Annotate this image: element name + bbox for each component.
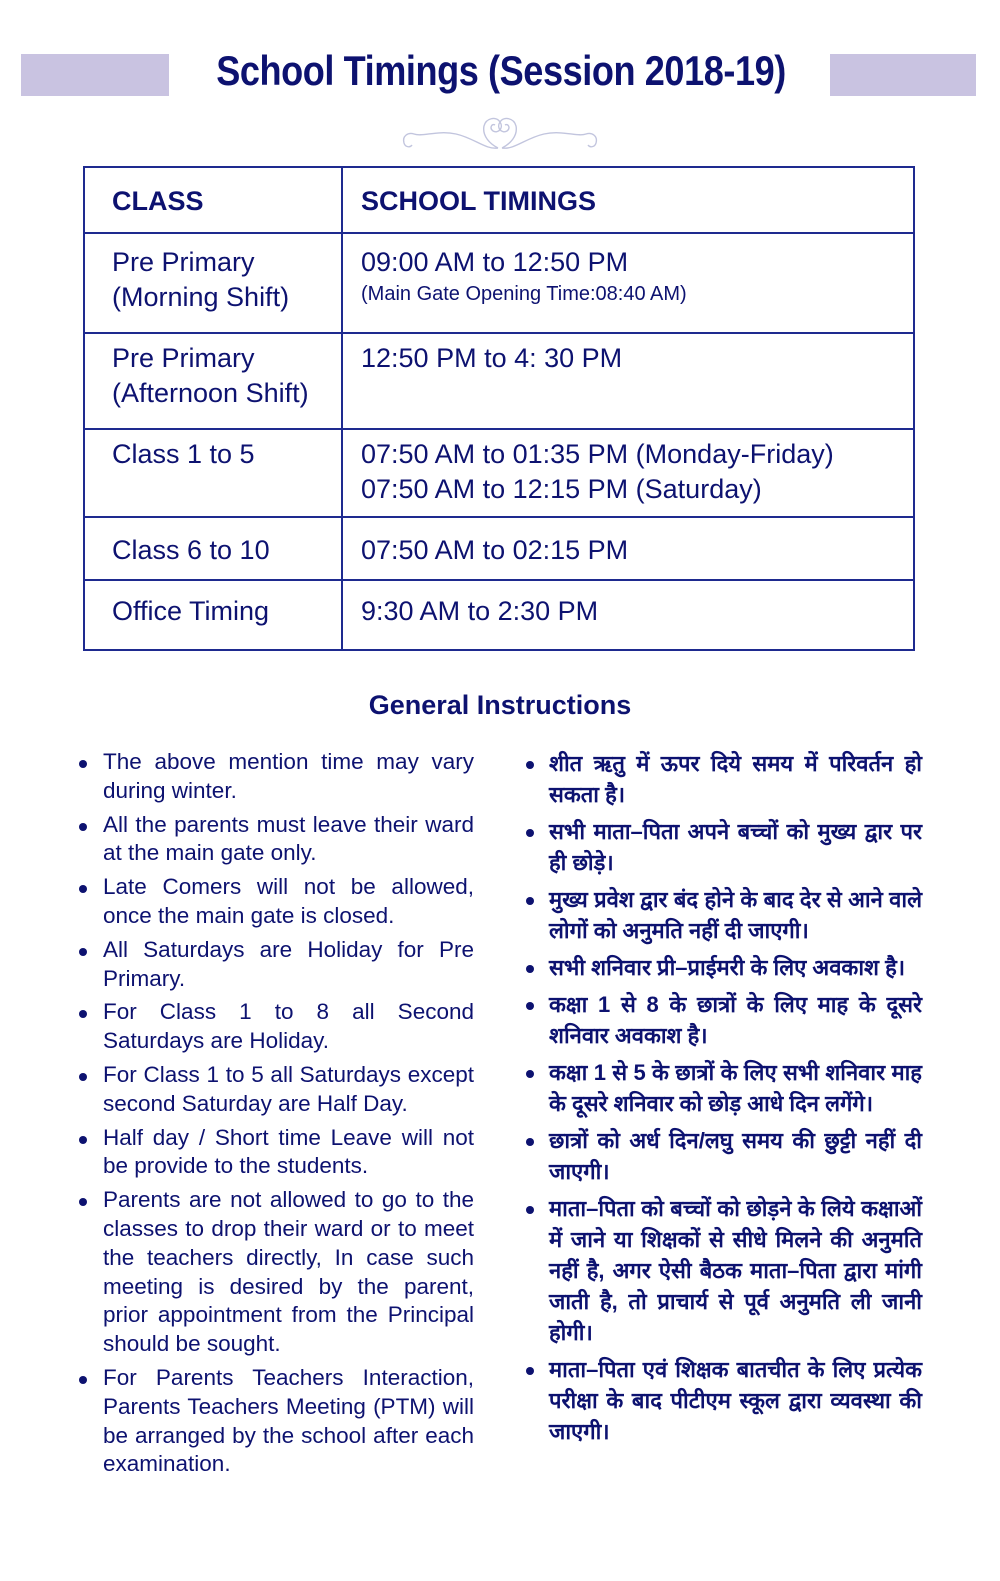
list-item: [524, 1193, 922, 1348]
list-item: [78, 936, 474, 994]
class-cell: [84, 517, 342, 580]
instructions-english-list: [78, 748, 474, 1484]
bullet-icon: [526, 1070, 534, 1078]
bullet-icon: [526, 1206, 534, 1214]
class-cell: [84, 333, 342, 429]
list-item: [78, 1124, 474, 1182]
instruction-text: All Saturdays are Holiday for Pre Primary.: [103, 936, 474, 991]
list-item: [524, 952, 922, 983]
bullet-icon: [79, 1198, 87, 1206]
class-cell: [84, 429, 342, 517]
table-header-row: [84, 167, 914, 233]
page-title: School Timings (Session 2018-19): [216, 47, 786, 94]
column-header-timings: SCHOOL TIMINGS: [342, 167, 914, 233]
list-item: [78, 1061, 474, 1119]
timing-cell: [342, 333, 914, 429]
timing-line: 9:30 AM to 2:30 PM: [361, 596, 599, 626]
timing-line: 07:50 AM to 01:35 PM (Monday-Friday): [361, 439, 834, 469]
bullet-icon: [79, 885, 87, 893]
table-row: [84, 517, 914, 580]
instruction-text: For Class 1 to 5 all Saturdays except second Saturday are Half Day.: [103, 1061, 474, 1116]
list-item: [78, 998, 474, 1056]
class-cell: [84, 233, 342, 333]
class-line: Pre Primary: [112, 343, 255, 373]
table-row: [84, 429, 914, 517]
timing-cell: [342, 580, 914, 650]
list-item: [524, 989, 922, 1051]
timings-table: [83, 166, 915, 651]
instructions-hindi-list: [524, 748, 922, 1453]
timing-line: 09:00 AM to 12:50 PM: [361, 247, 629, 277]
table-row: [84, 333, 914, 429]
timing-cell: [342, 517, 914, 580]
list-item: [524, 816, 922, 878]
instruction-text-hindi: कक्षा 1 से 5 के छात्रों के लिए सभी शनिवार माह के दूसरे शनिवार को छोड़ आधे दिन लगेंगे।: [549, 1060, 922, 1116]
bullet-icon: [79, 823, 87, 831]
bullet-icon: [79, 948, 87, 956]
class-line: Class 6 to 10: [112, 535, 270, 565]
list-item: [78, 873, 474, 931]
bullet-icon: [526, 829, 534, 837]
instruction-text: For Parents Teachers Interaction, Parents Teachers Meeting (PTM) will be arranged by the school after each examination.: [103, 1364, 474, 1477]
timing-line: 12:50 PM to 4: 30 PM: [361, 343, 623, 373]
timing-cell: [342, 429, 914, 517]
list-item: [78, 811, 474, 869]
bullet-icon: [79, 1376, 87, 1384]
class-line: (Afternoon Shift): [112, 378, 309, 408]
title-bar: [0, 47, 1000, 100]
bullet-icon: [79, 760, 87, 768]
list-item: [524, 884, 922, 946]
timing-line: 07:50 AM to 12:15 PM (Saturday): [361, 474, 762, 504]
instruction-text-hindi: मुख्य प्रवेश द्वार बंद होने के बाद देर से आने वाले लोगों को अनुमति नहीं दी जाएगी।: [549, 887, 922, 943]
bullet-icon: [526, 965, 534, 973]
instruction-text: All the parents must leave their ward at the main gate only.: [103, 811, 474, 866]
bullet-icon: [526, 897, 534, 905]
instruction-text: The above mention time may vary during winter.: [103, 749, 474, 803]
bullet-icon: [526, 1367, 534, 1375]
class-line: Class 1 to 5: [112, 439, 255, 469]
class-line: Office Timing: [112, 596, 270, 626]
instruction-text-hindi: माता–पिता एवं शिक्षक बातचीत के लिए प्रत्येक परीक्षा के बाद पीटीएम स्कूल द्वारा व्यवस्था की जाएगी।: [549, 1357, 922, 1444]
list-item: [524, 1057, 922, 1119]
bullet-icon: [526, 761, 534, 769]
title-band-right: [830, 54, 976, 96]
list-item: [78, 1364, 474, 1479]
list-item: [524, 748, 922, 810]
bullet-icon: [79, 1136, 87, 1144]
class-line: (Morning Shift): [112, 282, 290, 312]
instruction-text: For Class 1 to 8 all Second Saturdays are Holiday.: [103, 999, 474, 1054]
flourish-ornament-icon: [398, 110, 602, 156]
class-line: Pre Primary: [112, 247, 255, 277]
instructions-title: General Instructions: [368, 690, 632, 720]
class-cell: [84, 580, 342, 650]
instruction-text: Parents are not allowed to go to the classes to drop their ward or to meet the teachers directly, In case such meeting is desired by the parent, prior appointment from the Principal should be sought.: [103, 1187, 474, 1357]
table-row: [84, 233, 914, 333]
bullet-icon: [79, 1010, 87, 1018]
instruction-text: Half day / Short time Leave will not be provide to the students.: [103, 1124, 474, 1179]
instruction-text-hindi: माता–पिता को बच्चों को छोड़ने के लिये कक्षाओं में जाने या शिक्षकों से सीधे मिलने की अनुमति नहीं है, अगर ऐसी बैठक माता–पिता द्वारा मांगी जाती है, तो प्राचार्य से पूर्व अनुमति ली जानी होगी।: [549, 1196, 922, 1345]
instruction-text-hindi: सभी शनिवार प्री–प्राईमरी के लिए अवकाश है।: [549, 955, 906, 980]
instruction-text: Late Comers will not be allowed, once the main gate is closed.: [103, 874, 474, 928]
timing-cell: [342, 233, 914, 333]
list-item: [78, 748, 474, 806]
instruction-text-hindi: सभी माता–पिता अपने बच्चों को मुख्य द्वार पर ही छोड़े।: [549, 819, 922, 875]
gate-opening-note: (Main Gate Opening Time:08:40 AM): [361, 283, 687, 305]
timing-line: 07:50 AM to 02:15 PM: [361, 535, 629, 565]
title-band-left: [21, 54, 169, 96]
column-header-class: CLASS: [84, 167, 342, 233]
bullet-icon: [526, 1138, 534, 1146]
list-item: [524, 1354, 922, 1447]
instruction-text-hindi: शीत ऋतु में ऊपर दिये समय में परिवर्तन हो सकता है।: [549, 751, 922, 807]
table-row: [84, 580, 914, 650]
list-item: [524, 1125, 922, 1187]
bullet-icon: [526, 1002, 534, 1010]
list-item: [78, 1186, 474, 1359]
instruction-text-hindi: कक्षा 1 से 8 के छात्रों के लिए माह के दूसरे शनिवार अवकाश है।: [549, 992, 922, 1048]
instruction-text-hindi: छात्रों को अर्ध दिन/लघु समय की छुट्टी नहीं दी जाएगी।: [549, 1128, 922, 1184]
bullet-icon: [79, 1073, 87, 1081]
